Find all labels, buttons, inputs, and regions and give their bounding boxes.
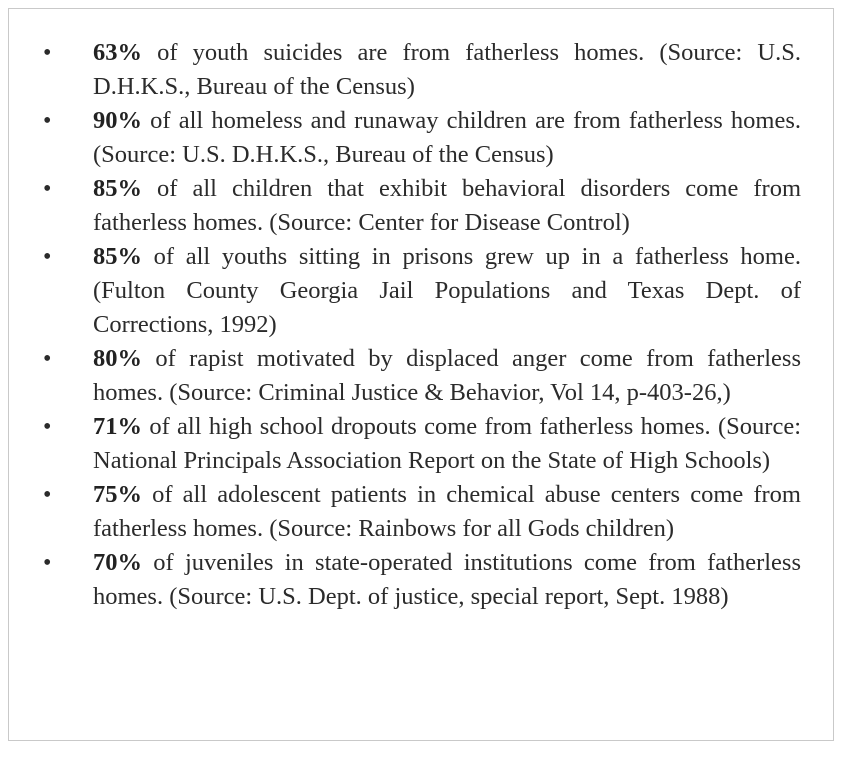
- fact-box: [8, 8, 834, 741]
- fact-item-youth-suicides: [39, 36, 801, 104]
- fact-item-rapists: [39, 342, 801, 410]
- bullet-icon: •: [43, 346, 52, 372]
- bullet-icon: •: [43, 414, 52, 440]
- fact-item-dropouts: [39, 410, 801, 478]
- fact-stat: 75%: [93, 481, 142, 508]
- fact-text: of all adolescent patients in chemical abuse centers come from fatherless homes. (Source: Rainbows for all Gods children): [93, 481, 801, 542]
- fact-text: of all high school dropouts come from fatherless homes. (Source: National Principals Association Report on the State of High Schools): [93, 413, 801, 474]
- bullet-icon: •: [43, 244, 52, 270]
- fact-text: of all youths sitting in prisons grew up in a fatherless home. (Fulton County Georgia Jail Populations and Texas Dept. of Corrections, 1992): [93, 243, 801, 338]
- fact-item-homeless-runaway: [39, 104, 801, 172]
- fact-text: of rapist motivated by displaced anger come from fatherless homes. (Source: Criminal Justice & Behavior, Vol 14, p-403-26,): [93, 345, 801, 406]
- fact-text: of youth suicides are from fatherless homes. (Source: U.S. D.H.K.S., Bureau of the Census): [93, 39, 801, 100]
- fact-stat: 85%: [93, 243, 142, 270]
- fact-stat: 63%: [93, 39, 142, 66]
- bullet-icon: •: [43, 108, 52, 134]
- bullet-icon: •: [43, 482, 52, 508]
- bullet-icon: •: [43, 176, 52, 202]
- fact-text: of juveniles in state-operated institutions come from fatherless homes. (Source: U.S. Dept. of justice, special report, Sept. 1988): [93, 549, 801, 610]
- fact-item-prisons: [39, 240, 801, 342]
- bullet-icon: •: [43, 550, 52, 576]
- fact-item-chemical-abuse: [39, 478, 801, 546]
- fact-stat: 71%: [93, 413, 142, 440]
- bullet-icon: •: [43, 40, 52, 66]
- fact-text: of all children that exhibit behavioral disorders come from fatherless homes. (Source: Center for Disease Control): [93, 175, 801, 236]
- fact-stat: 80%: [93, 345, 142, 372]
- fact-text: of all homeless and runaway children are from fatherless homes. (Source: U.S. D.H.K.S., Bureau of the Census): [93, 107, 801, 168]
- fact-stat: 70%: [93, 549, 142, 576]
- fact-item-behavioral-disorders: [39, 172, 801, 240]
- fact-stat: 85%: [93, 175, 142, 202]
- fact-list: [39, 36, 801, 614]
- fact-stat: 90%: [93, 107, 142, 134]
- fact-item-juveniles: [39, 546, 801, 614]
